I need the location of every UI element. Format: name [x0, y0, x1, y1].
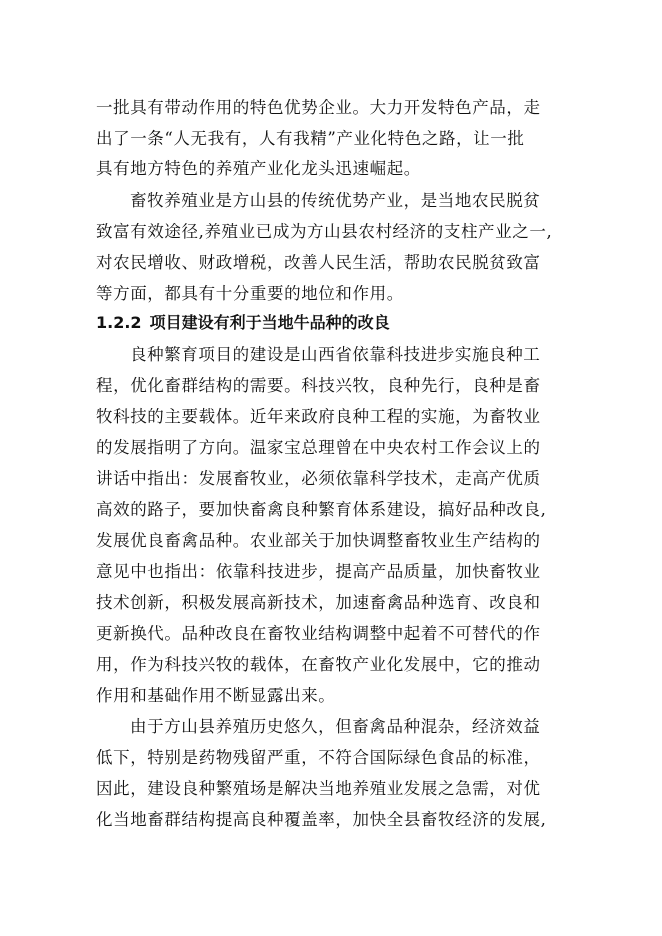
paragraph-line: 低下，特别是药物残留严重，不符合国际绿色食品的标准，	[96, 748, 541, 767]
paragraph-line: 高效的路子，要加快畜禽良种繁育体系建设，搞好品种改良,	[96, 500, 547, 519]
section-title: 项目建设有利于当地牛品种的改良	[149, 313, 390, 332]
paragraph-line: 发展优良畜禽品种。农业部关于加快调整畜牧业生产结构的	[96, 531, 541, 550]
paragraph-line: 讲话中指出：发展畜牧业，必须依靠科学技术，走高产优质	[96, 469, 541, 488]
paragraph-line: 一批具有带动作用的特色优势企业。大力开发特色产品，走	[96, 98, 541, 117]
paragraph-line: 程，优化畜群结构的需要。科技兴牧，良种先行，良种是畜	[96, 376, 541, 395]
paragraph-line: 因此，建设良种繁殖场是解决当地养殖业发展之急需，对优	[96, 779, 541, 798]
paragraph-line: 对农民增收、财政增税，改善人民生活，帮助农民脱贫致富	[96, 253, 541, 272]
paragraph-line: 的发展指明了方向。温家宝总理曾在中央农村工作会议上的	[96, 438, 541, 457]
paragraph-line: 具有地方特色的养殖产业化龙头迅速崛起。	[96, 159, 421, 178]
paragraph-line: 出了一条“人无我有，人有我精”产业化特色之路，让一批	[96, 129, 525, 148]
paragraph-line: 等方面，都具有十分重要的地位和作用。	[96, 284, 404, 303]
paragraph-line: 更新换代。品种改良在畜牧业结构调整中起着不可替代的作	[96, 624, 541, 643]
paragraph-line: 致富有效途径,养殖业已成为方山县农村经济的支柱产业之一,	[96, 222, 553, 241]
paragraph-line: 化当地畜群结构提高良种覆盖率，加快全县畜牧经济的发展,	[96, 810, 547, 829]
section-heading	[96, 311, 390, 335]
paragraph-line: 良种繁育项目的建设是山西省依靠科技进步实施良种工	[130, 345, 541, 364]
paragraph-line: 作用和基础作用不断显露出来。	[96, 686, 336, 705]
paragraph-line: 技术创新，积极发展高新技术，加速畜禽品种选育、改良和	[96, 593, 541, 612]
paragraph-line: 畜牧养殖业是方山县的传统优势产业，是当地农民脱贫	[130, 191, 541, 210]
section-number: 1.2.2	[96, 313, 142, 332]
paragraph-line: 用，作为科技兴牧的载体，在畜牧产业化发展中，它的推动	[96, 655, 541, 674]
paragraph-line: 意见中也指出：依靠科技进步，提高产品质量，加快畜牧业	[96, 562, 541, 581]
paragraph-line: 牧科技的主要载体。近年来政府良种工程的实施，为畜牧业	[96, 407, 541, 426]
paragraph-line: 由于方山县养殖历史悠久，但畜禽品种混杂，经济效益	[130, 717, 541, 736]
